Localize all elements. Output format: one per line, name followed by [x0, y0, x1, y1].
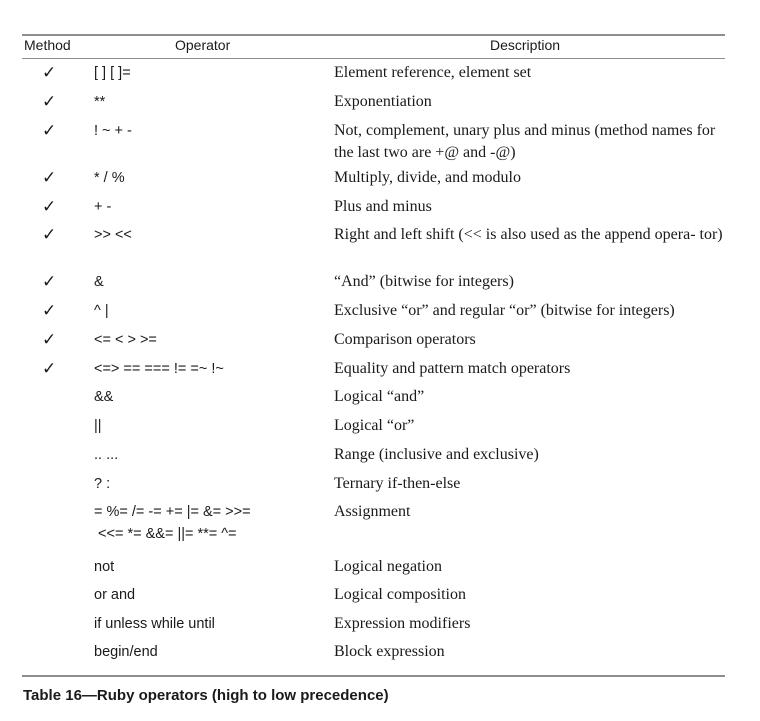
description-cell: Comparison operators — [334, 331, 476, 348]
operator-cell: && — [94, 389, 114, 405]
description-cell: Equality and pattern match operators — [334, 360, 571, 377]
method-check-icon: ✓ — [42, 121, 57, 141]
operator-cell: if unless while until — [94, 616, 215, 632]
description-cell: Plus and minus — [334, 198, 432, 215]
method-check-icon: ✓ — [42, 168, 57, 188]
description-cell: Assignment — [334, 503, 411, 520]
description-cell: “And” (bitwise for integers) — [334, 273, 514, 290]
description-cell: Logical negation — [334, 558, 442, 575]
operator-cell: .. ... — [94, 447, 119, 463]
description-cell: Exclusive “or” and regular “or” (bitwise for integers) — [334, 302, 675, 319]
description-cell: Logical “or” — [334, 417, 415, 434]
method-check-icon: ✓ — [42, 359, 57, 379]
operator-cell: + - — [94, 199, 112, 215]
operator-cell: || — [94, 418, 102, 434]
operator-cell: <= < > >= — [94, 332, 157, 348]
description-cell: Expression modifiers — [334, 615, 471, 632]
operator-cell: [ ] [ ]= — [94, 65, 131, 81]
description-cell: Block expression — [334, 643, 445, 660]
description-cell: Logical “and” — [334, 388, 425, 405]
description-cell: Ternary if-then-else — [334, 475, 461, 492]
method-check-icon: ✓ — [42, 92, 57, 112]
method-check-icon: ✓ — [42, 63, 57, 83]
operator-cell: not — [94, 559, 115, 575]
description-cell: Exponentiation — [334, 93, 432, 110]
operator-cell: ^ | — [94, 303, 109, 319]
operator-cell: <=> == === != =~ !~ — [94, 361, 224, 377]
description-cell: Range (inclusive and exclusive) — [334, 446, 539, 463]
table-bottom-rule — [22, 675, 725, 677]
column-header-method: Method — [24, 37, 71, 53]
description-cell: Element reference, element set — [334, 64, 532, 81]
method-check-icon: ✓ — [42, 272, 57, 292]
description-cell: Multiply, divide, and modulo — [334, 169, 521, 186]
description-cell: Logical composition — [334, 586, 466, 603]
method-check-icon: ✓ — [42, 225, 57, 245]
method-check-icon: ✓ — [42, 301, 57, 321]
operator-cell: or and — [94, 587, 136, 603]
operator-cell: ? : — [94, 476, 111, 492]
operator-cell: * / % — [94, 170, 125, 186]
description-cell: Not, complement, unary plus and minus (method names for the last two are +@ and -@) — [334, 122, 716, 161]
column-header-description: Description — [490, 37, 561, 53]
operator-cell: >> << — [94, 227, 132, 243]
description-cell: Right and left shift (<< is also used as the append opera- tor) — [334, 226, 723, 243]
operator-cell: ! ~ + - — [94, 123, 132, 139]
operator-cell: ** — [94, 94, 106, 110]
operator-cell: & — [94, 274, 104, 290]
operator-cell: begin/end — [94, 644, 158, 660]
operator-cell: = %= /= -= += |= &= >>= <<= *= &&= ||= **= ^= — [94, 504, 251, 542]
table-caption: Table 16—Ruby operators (high to low precedence) — [23, 687, 389, 704]
method-check-icon: ✓ — [42, 197, 57, 217]
method-check-icon: ✓ — [42, 330, 57, 350]
column-header-operator: Operator — [175, 37, 231, 53]
